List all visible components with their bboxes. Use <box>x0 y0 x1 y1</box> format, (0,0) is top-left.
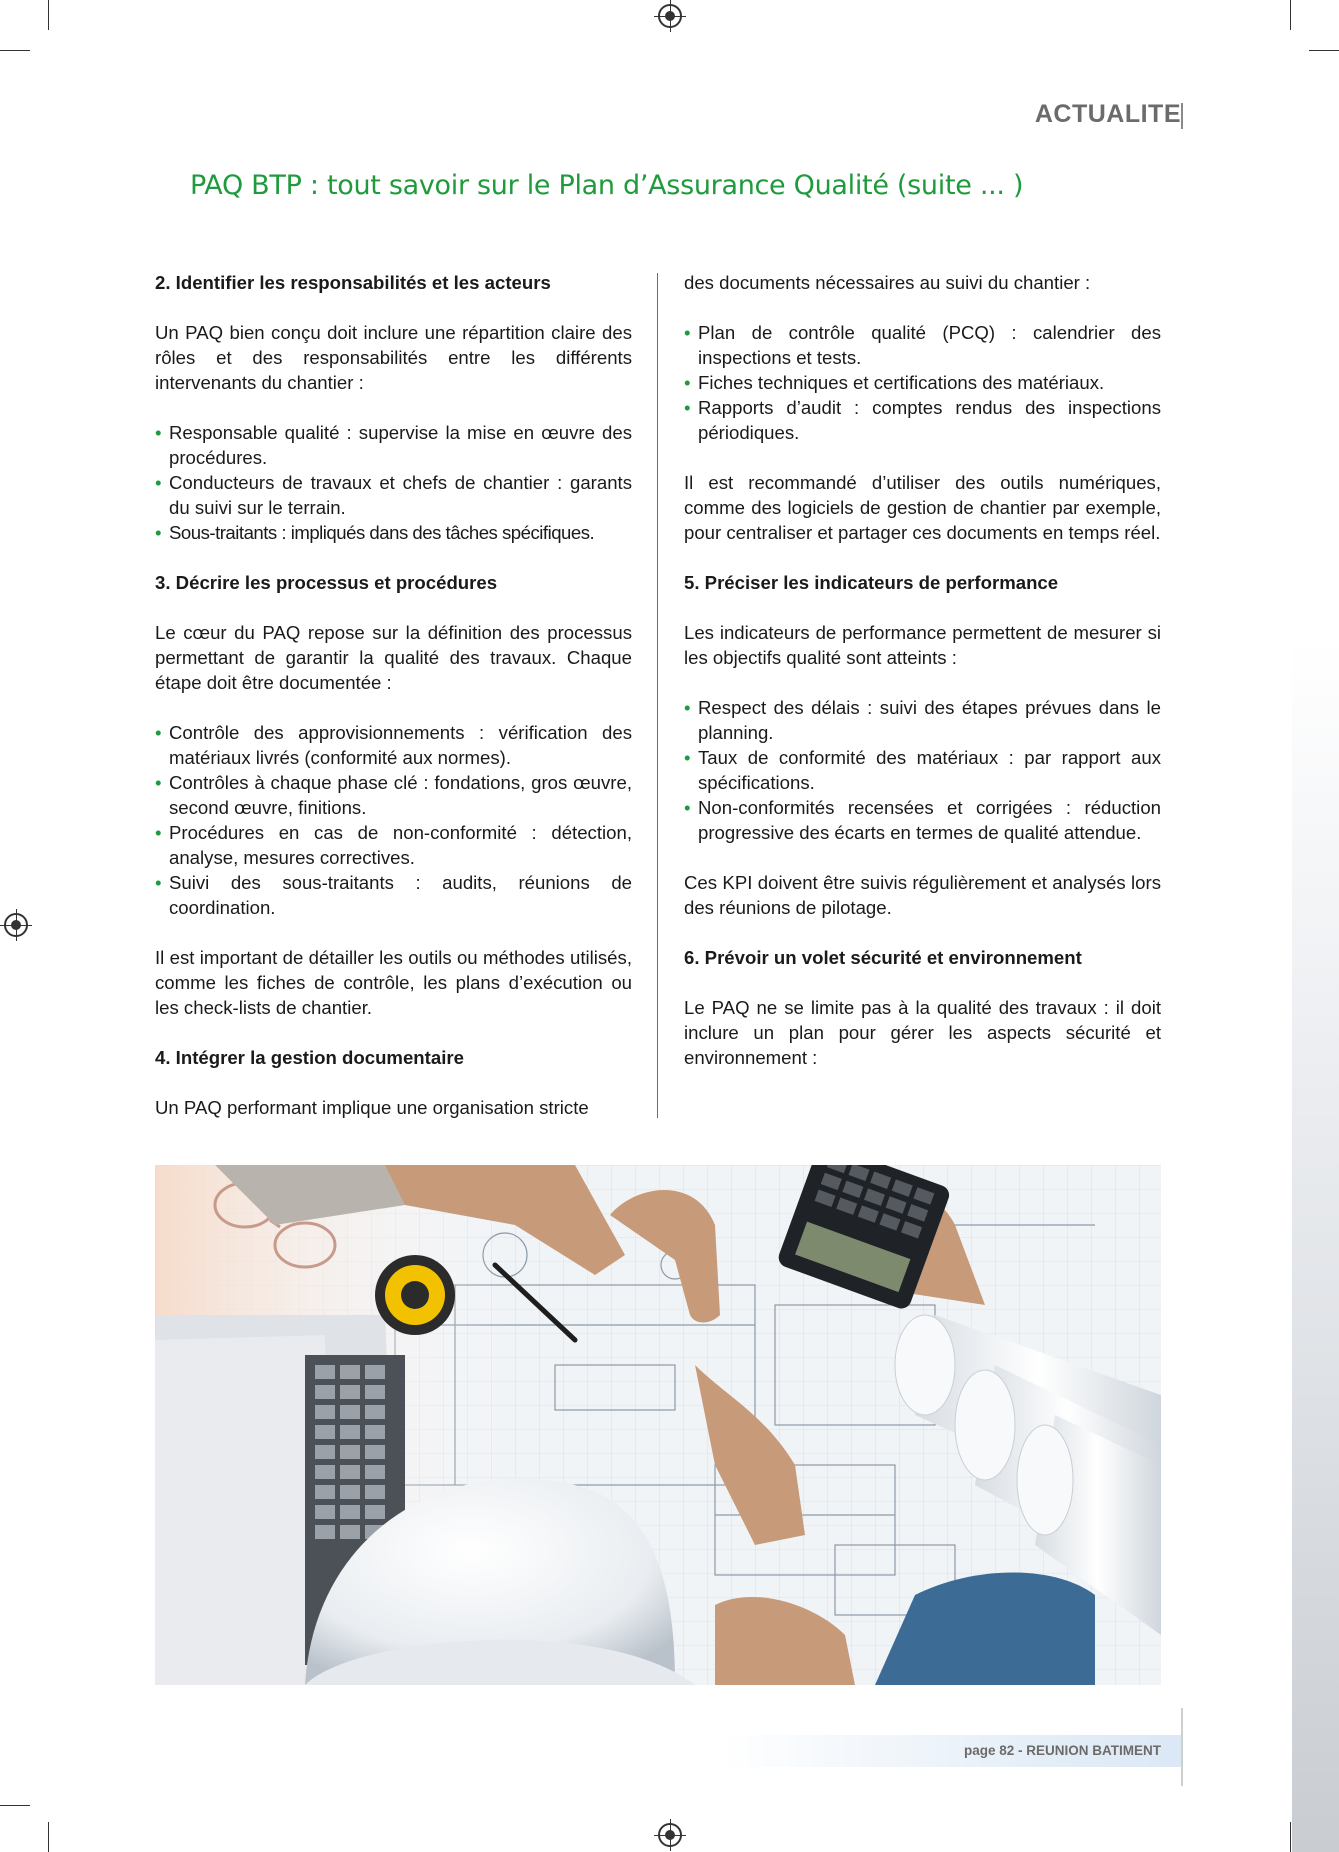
list-item: • Contrôle des approvisionnements : vérification des matériaux livrés (conformité aux normes). <box>155 720 632 770</box>
footer-divider <box>1181 1708 1183 1786</box>
section-label: ACTUALITE <box>1034 100 1181 128</box>
paragraph: Il est recommandé d’utiliser des outils numériques, comme des logiciels de gestion de chantier par exemple, pour centraliser et partager ces documents en temps réel. <box>684 472 1161 543</box>
bullet-list <box>684 320 1161 445</box>
list-item: • Fiches techniques et certifications des matériaux. <box>684 370 1161 395</box>
construction-plans-photo <box>155 1165 1161 1685</box>
bullet-list <box>155 420 632 545</box>
paragraph: Il est important de détailler les outils ou méthodes utilisés, comme les fiches de contrôle, les plans d’exécution ou les check-lists de chantier. <box>155 947 632 1018</box>
paragraph: Un PAQ bien conçu doit inclure une répartition claire des rôles et des responsabilités entre les différents intervenants du chantier : <box>155 322 632 393</box>
crop-mark <box>0 50 30 51</box>
bullet-list <box>155 720 632 920</box>
crop-mark <box>1290 1822 1291 1852</box>
section-divider <box>1181 103 1183 129</box>
list-item: • Respect des délais : suivi des étapes prévues dans le planning. <box>684 695 1161 745</box>
crop-mark <box>0 1805 30 1806</box>
article-title: PAQ BTP : tout savoir sur le Plan d’Assurance Qualité (suite ... ) <box>190 170 1024 201</box>
paragraph: Les indicateurs de performance permettent de mesurer si les objectifs qualité sont atteints : <box>684 622 1161 668</box>
section-heading: 6. Prévoir un volet sécurité et environnement <box>684 947 1082 968</box>
paragraph: des documents nécessaires au suivi du chantier : <box>684 272 1091 293</box>
right-column <box>684 270 1161 1070</box>
registration-target-icon <box>658 4 682 28</box>
paragraph: Ces KPI doivent être suivis régulièrement et analysés lors des réunions de pilotage. <box>684 872 1161 918</box>
paragraph: Le PAQ ne se limite pas à la qualité des travaux : il doit inclure un plan pour gérer les aspects sécurité et environnement : <box>684 997 1161 1068</box>
list-item: • Taux de conformité des matériaux : par rapport aux spécifications. <box>684 745 1161 795</box>
bleed-image-edge <box>1292 640 1339 1852</box>
list-item: • Sous-traitants : impliqués dans des tâches spécifiques. <box>155 520 632 545</box>
paragraph: Le cœur du PAQ repose sur la définition des processus permettant de garantir la qualité des travaux. Chaque étape doit être documentée : <box>155 622 632 693</box>
list-item: • Plan de contrôle qualité (PCQ) : calendrier des inspections et tests. <box>684 320 1161 370</box>
page-footer: page 82 - REUNION BATIMENT <box>963 1743 1161 1758</box>
left-column <box>155 270 632 1120</box>
list-item: • Conducteurs de travaux et chefs de chantier : garants du suivi sur le terrain. <box>155 470 632 520</box>
section-heading: 4. Intégrer la gestion documentaire <box>155 1047 464 1068</box>
registration-target-icon <box>658 1823 682 1847</box>
crop-mark <box>1290 0 1291 30</box>
list-item: • Rapports d’audit : comptes rendus des inspections périodiques. <box>684 395 1161 445</box>
crop-mark <box>1309 50 1339 51</box>
bullet-list <box>684 695 1161 845</box>
list-item: • Non-conformités recensées et corrigées : réduction progressive des écarts en termes de qualité attendue. <box>684 795 1161 845</box>
list-item: • Suivi des sous-traitants : audits, réunions de coordination. <box>155 870 632 920</box>
section-heading: 5. Préciser les indicateurs de performance <box>684 572 1059 593</box>
list-item: • Procédures en cas de non-conformité : détection, analyse, mesures correctives. <box>155 820 632 870</box>
column-divider <box>657 273 658 1118</box>
list-item: • Responsable qualité : supervise la mise en œuvre des procédures. <box>155 420 632 470</box>
paragraph: Un PAQ performant implique une organisation stricte <box>155 1097 589 1118</box>
section-heading: 3. Décrire les processus et procédures <box>155 572 498 593</box>
section-heading: 2. Identifier les responsabilités et les acteurs <box>155 272 551 293</box>
crop-mark <box>48 0 49 30</box>
registration-target-icon <box>4 913 28 937</box>
list-item: • Contrôles à chaque phase clé : fondations, gros œuvre, second œuvre, finitions. <box>155 770 632 820</box>
crop-mark <box>48 1822 49 1852</box>
